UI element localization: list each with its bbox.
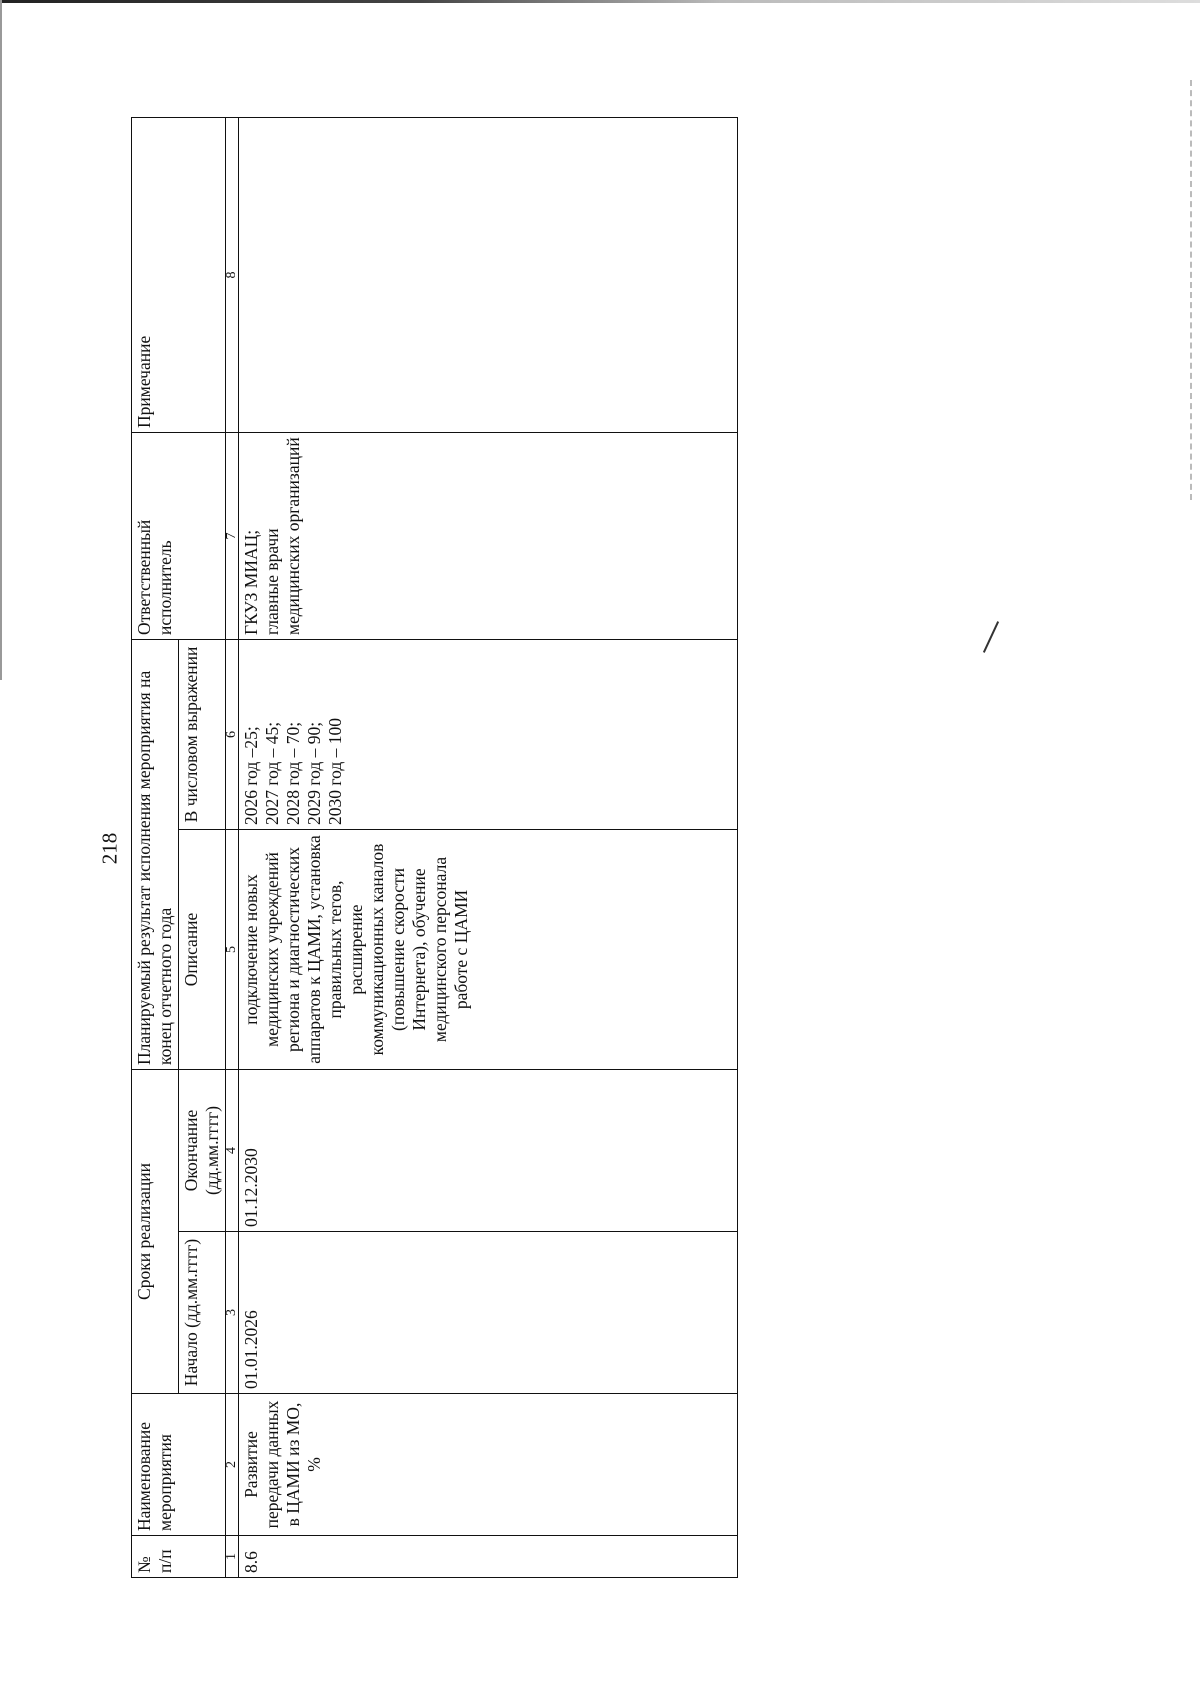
header-end: Окончание (дд.мм.гггг): [179, 1069, 226, 1231]
column-number: 8: [226, 117, 239, 432]
header-start: Начало (дд.мм.гггг): [179, 1232, 226, 1394]
column-numbers-row: [226, 117, 239, 1577]
scan-mark: [983, 621, 999, 653]
cell-numeric: 2026 год –25; 2027 год – 45; 2028 год – 70; 2029 год – 90; 2030 год – 100: [239, 639, 738, 829]
header-row-1: [132, 117, 179, 1577]
cell-num: 8.6: [239, 1536, 738, 1578]
header-numeric: В числовом выражении: [179, 639, 226, 829]
column-number: 1: [226, 1536, 239, 1578]
header-note: Примечание: [132, 117, 226, 432]
plan-table: [131, 117, 738, 1578]
cell-start: 01.01.2026: [239, 1232, 738, 1394]
scan-edge-top: [0, 0, 1200, 3]
column-number: 6: [226, 639, 239, 829]
header-description: Описание: [179, 829, 226, 1069]
rotated-table-wrapper: [131, 118, 738, 1578]
header-responsible: Ответственный исполнитель: [132, 432, 226, 639]
cell-description: подключение новых медицинских учреждений региона и диагностических аппаратов к ЦАМИ, установка правильных тегов, расширение коммуникационных каналов (повышение скорости Интернета), обучение медицинского персонала работе с ЦАМИ: [239, 829, 738, 1069]
cell-note: [239, 117, 738, 432]
column-number: 2: [226, 1394, 239, 1536]
header-result-group: Планируемый результат исполнения мероприятия на конец отчетного года: [132, 639, 179, 1069]
scan-edge-right: [1190, 80, 1194, 500]
column-number: 7: [226, 432, 239, 639]
header-num: № п/п: [132, 1536, 226, 1578]
cell-end: 01.12.2030: [239, 1069, 738, 1231]
cell-name: Развитие передачи данных в ЦАМИ из МО, %: [239, 1394, 738, 1536]
cell-responsible: ГКУЗ МИАЦ; главные врачи медицинских организаций: [239, 432, 738, 639]
column-number: 3: [226, 1232, 239, 1394]
table-row: [239, 117, 738, 1577]
header-name: Наименование мероприятия: [132, 1394, 226, 1536]
column-number: 5: [226, 829, 239, 1069]
header-dates-group: Сроки реализации: [132, 1069, 179, 1393]
column-number: 4: [226, 1069, 239, 1231]
page-number: 218: [97, 832, 122, 865]
scan-edge-left: [0, 0, 2, 680]
